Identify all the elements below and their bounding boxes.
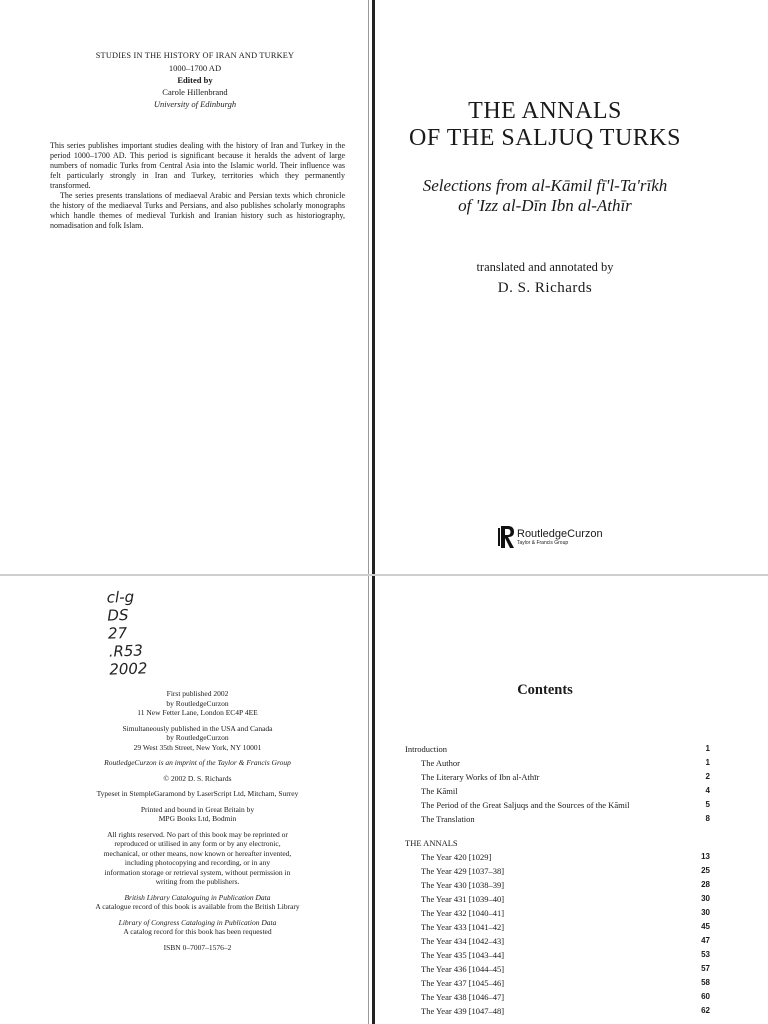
imprint-line: 11 New Fetter Lane, London EC4P 4EE (137, 708, 258, 717)
isbn: ISBN 0–7007–1576–2 (163, 942, 232, 952)
cip-title: Library of Congress Cataloging in Publication Data (118, 917, 277, 927)
imprint-line: Printed and bound in Great Britain by (140, 804, 255, 814)
toc-entry-label: The Year 429 [1037–38] (421, 866, 505, 876)
toc-entry-label: The Year 420 [1029] (421, 852, 492, 862)
series-info (50, 50, 340, 110)
toc-entry (405, 864, 710, 878)
cip-text: A catalog record for this book has been requested (123, 927, 272, 936)
toc-entry-label: The Year 436 [1044–45] (421, 964, 505, 974)
imprint-line: by RoutledgeCurzon (166, 698, 229, 708)
toc-entry (405, 990, 710, 1004)
toc-entry-page: 13 (701, 852, 710, 861)
imprint-line: writing from the publishers. (155, 877, 240, 886)
toc-entry-page: 47 (701, 936, 710, 945)
toc-entry (405, 962, 710, 976)
call-number-line: cl-g (106, 587, 135, 607)
toc-entry-label: The Literary Works of Ibn al-Athīr (421, 772, 540, 782)
series-description-p1: This series publishes important studies dealing with the history of Iran and Turkey in the period 1000–1700 AD. This period is significant because it heralds the advent of large numbers of nomadic Turks from Central Asia into the Islamic world. Their influence was felt particularly strongly in Iran and Turkey, territories which they permanently transformed. (50, 141, 345, 190)
toc-entry (405, 1004, 710, 1018)
toc-entry-page: 30 (701, 908, 710, 917)
toc-entry-page: 4 (705, 786, 710, 795)
toc-entry-label: The Year 431 [1039–40] (421, 894, 505, 904)
toc-entry-page: 53 (701, 950, 710, 959)
book-title-line1: THE ANNALS (468, 98, 622, 124)
publisher-logo (498, 526, 603, 548)
toc-entry-label: The Year 432 [1040–41] (421, 908, 505, 918)
imprint-line: mechanical, or other means, now known or hereafter invented, (103, 848, 292, 858)
toc-entry (405, 850, 710, 864)
imprint-line: 29 West 35th Street, New York, NY 10001 (133, 742, 262, 752)
toc-entry-label: The Year 430 [1038–39] (421, 880, 505, 890)
toc-introduction-section (405, 742, 710, 826)
imprint-line: by RoutledgeCurzon (166, 733, 229, 742)
toc-entry (405, 976, 710, 990)
toc-entry-label: The Year 434 [1042–43] (421, 936, 505, 946)
imprint-line: MPG Books Ltd, Bodmin (158, 814, 237, 823)
toc-entry (405, 756, 710, 770)
book-subtitle-line1: Selections from al-Kāmil fī'l-Ta'rīkh (422, 176, 668, 195)
call-number-line: 2002 (108, 659, 148, 679)
contents-title: Contents (517, 682, 573, 698)
toc-entry (405, 742, 710, 756)
library-of-congress-cip (50, 918, 345, 937)
toc-entry-label: Introduction (405, 744, 448, 754)
toc-entry-page: 58 (701, 978, 710, 987)
toc-entry (405, 948, 710, 962)
british-library-cip (50, 893, 345, 912)
imprint-statement: RoutledgeCurzon is an imprint of the Taylor & Francis Group (104, 758, 291, 767)
usa-publication (50, 724, 345, 753)
routledge-r-icon (498, 526, 514, 548)
handwritten-call-number (106, 587, 147, 678)
toc-entry-label: The Year 439 [1047–48] (421, 1006, 505, 1016)
toc-entry (405, 892, 710, 906)
edited-by-label: Edited by (177, 75, 213, 85)
toc-annals-section (405, 850, 710, 1018)
toc-entry-page: 25 (701, 866, 710, 875)
series-period: 1000–1700 AD (168, 63, 222, 73)
toc-entry-label: The Translation (421, 814, 475, 824)
series-title: STUDIES IN THE HISTORY OF IRAN AND TURKEY (95, 51, 295, 60)
toc-entry (405, 906, 710, 920)
series-description (50, 141, 345, 231)
series-description-p2: The series presents translations of mediaeval Arabic and Persian texts which chronicle the history of the mediaeval Turks and Persians, and also publishes scholarly monographs which handle themes of medieval Turkish and Iranian history such as historiography, nomadisation and folk Islam. (50, 191, 345, 230)
imprint-line: including photocopying and recording, or in any (124, 858, 271, 867)
toc-entry (405, 770, 710, 784)
toc-annals-heading: THE ANNALS (405, 838, 458, 848)
toc-entry (405, 934, 710, 948)
table-of-contents (405, 742, 710, 1018)
toc-entry-page: 60 (701, 992, 710, 1001)
editor-affiliation: University of Edinburgh (153, 99, 237, 109)
typeset-line: Typeset in StempleGaramond by LaserScript Ltd, Mitcham, Surrey (96, 789, 299, 798)
page-gutter (372, 0, 375, 1024)
imprint-line: All rights reserved. No part of this book may be reprinted or (107, 829, 288, 839)
toc-entry-page: 1 (705, 744, 710, 753)
series-editor: Carole Hillenbrand (162, 87, 228, 97)
toc-entry (405, 798, 710, 812)
toc-entry-label: The Kāmil (421, 786, 458, 796)
publisher-name: RoutledgeCurzon (517, 527, 603, 540)
toc-entry (405, 784, 710, 798)
book-title-line2: OF THE SALJUQ TURKS (409, 125, 681, 151)
toc-entry-page: 8 (705, 814, 710, 823)
page-separator (0, 574, 768, 576)
imprint-line: Simultaneously published in the USA and Canada (122, 723, 273, 733)
first-published (50, 689, 345, 718)
toc-entry-page: 45 (701, 922, 710, 931)
book-subtitle-line2: of 'Izz al-Dīn Ibn al-Athīr (458, 196, 632, 215)
translator-name: D. S. Richards (497, 280, 593, 296)
toc-entry (405, 812, 710, 826)
toc-entry-page: 28 (701, 880, 710, 889)
imprint-block (50, 689, 345, 958)
toc-entry (405, 920, 710, 934)
toc-entry-page: 5 (705, 800, 710, 809)
book-subtitle (380, 176, 710, 216)
call-number-line: DS (107, 605, 129, 625)
cip-text: A catalogue record of this book is available from the British Library (95, 902, 300, 911)
imprint-line: reproduced or utilised in any form or by any electronic, (114, 839, 281, 848)
cip-title: British Library Cataloguing in Publication Data (124, 892, 271, 902)
toc-entry-label: The Year 438 [1046–47] (421, 992, 505, 1002)
toc-entry-page: 2 (705, 772, 710, 781)
imprint-line: information storage or retrieval system, without permission in (104, 867, 291, 877)
printed-by (50, 805, 345, 824)
rights-statement (50, 830, 345, 887)
page-gutter-shadow (368, 0, 369, 1024)
translated-by-label: translated and annotated by (476, 260, 614, 274)
toc-entry-page: 1 (705, 758, 710, 767)
call-number-line: 27 (107, 624, 128, 643)
toc-entry-label: The Author (421, 758, 460, 768)
toc-entry-label: The Period of the Great Saljuqs and the Sources of the Kāmil (421, 800, 630, 810)
toc-entry-page: 57 (701, 964, 710, 973)
book-title (380, 98, 710, 152)
copyright-line: © 2002 D. S. Richards (163, 773, 232, 783)
imprint-line: First published 2002 (166, 689, 229, 698)
toc-entry-label: The Year 435 [1043–44] (421, 950, 505, 960)
toc-entry-label: The Year 437 [1045–46] (421, 978, 505, 988)
toc-entry-label: The Year 433 [1041–42] (421, 922, 505, 932)
toc-entry-page: 30 (701, 894, 710, 903)
toc-entry (405, 878, 710, 892)
call-number-line: .R53 (108, 641, 144, 661)
publisher-group: Taylor & Francis Group (517, 539, 569, 546)
toc-entry-page: 62 (701, 1006, 710, 1015)
